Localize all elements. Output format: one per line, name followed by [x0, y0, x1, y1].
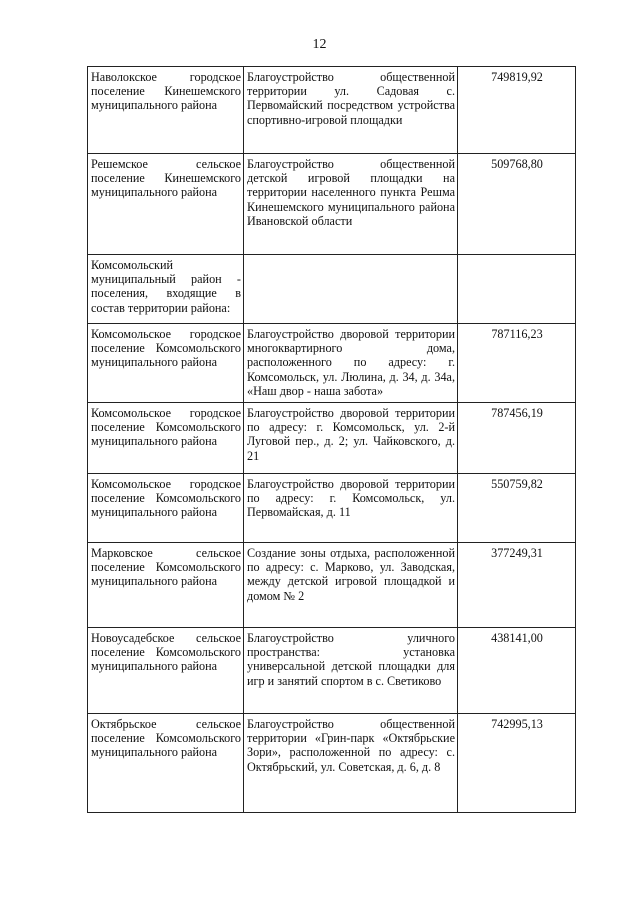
- purpose-cell: [244, 255, 458, 324]
- recipient-cell: Октябрьское сельское поселение Комсомольского муниципального района: [88, 714, 244, 813]
- table-row: [88, 628, 576, 714]
- table-row: [88, 543, 576, 628]
- grants-table: [87, 66, 576, 813]
- purpose-cell: Создание зоны отдыха, расположенной по адресу: с. Марково, ул. Заводская, между детской игровой площадкой и домом № 2: [244, 543, 458, 628]
- purpose-cell: Благоустройство дворовой территории по адресу: г. Комсомольск, ул. Первомайская, д. 11: [244, 474, 458, 543]
- table-row: [88, 474, 576, 543]
- purpose-cell: Благоустройство общественной детской игровой площадки на территории населенного пункта Решма Кинешемского муниципального района Ивановской области: [244, 154, 458, 255]
- table-row: [88, 403, 576, 474]
- table-row: [88, 324, 576, 403]
- amount-cell: 509768,80: [458, 154, 576, 255]
- table-row: [88, 714, 576, 813]
- table-row: [88, 67, 576, 154]
- amount-cell: 787456,19: [458, 403, 576, 474]
- purpose-cell: Благоустройство дворовой территории многоквартирного дома, расположенного по адресу: г. Комсомольск, ул. Люлина, д. 34, д. 34а, «Наш двор - наша забота»: [244, 324, 458, 403]
- recipient-cell: Наволокское городское поселение Кинешемского муниципального района: [88, 67, 244, 154]
- amount-cell: 377249,31: [458, 543, 576, 628]
- purpose-cell: Благоустройство уличного пространства: установка универсальной детской площадки для игр и занятий спортом в с. Светиково: [244, 628, 458, 714]
- recipient-cell: Комсомольское городское поселение Комсомольского муниципального района: [88, 324, 244, 403]
- recipient-cell: Комсомольское городское поселение Комсомольского муниципального района: [88, 403, 244, 474]
- recipient-cell: Марковское сельское поселение Комсомольского муниципального района: [88, 543, 244, 628]
- page-number: 12: [312, 37, 327, 52]
- amount-cell: 550759,82: [458, 474, 576, 543]
- amount-cell: 742995,13: [458, 714, 576, 813]
- recipient-cell: Комсомольский муниципальный район - поселения, входящие в состав территории района:: [88, 255, 244, 324]
- recipient-cell: Решемское сельское поселение Кинешемского муниципального района: [88, 154, 244, 255]
- table-row: [88, 154, 576, 255]
- purpose-cell: Благоустройство дворовой территории по адресу: г. Комсомольск, ул. 2-й Луговой пер., д. 2; ул. Чайковского, д. 21: [244, 403, 458, 474]
- amount-cell: 749819,92: [458, 67, 576, 154]
- amount-cell: [458, 255, 576, 324]
- amount-cell: 438141,00: [458, 628, 576, 714]
- table-row: [88, 255, 576, 324]
- recipient-cell: Новоусадебское сельское поселение Комсомольского муниципального района: [88, 628, 244, 714]
- purpose-cell: Благоустройство общественной территории «Грин-парк «Октябрьские Зори», расположенной по адресу: с. Октябрьский, ул. Советская, д. 6, д. 8: [244, 714, 458, 813]
- recipient-cell: Комсомольское городское поселение Комсомольского муниципального района: [88, 474, 244, 543]
- purpose-cell: Благоустройство общественной территории ул. Садовая с. Первомайский посредством устройства спортивно-игровой площадки: [244, 67, 458, 154]
- amount-cell: 787116,23: [458, 324, 576, 403]
